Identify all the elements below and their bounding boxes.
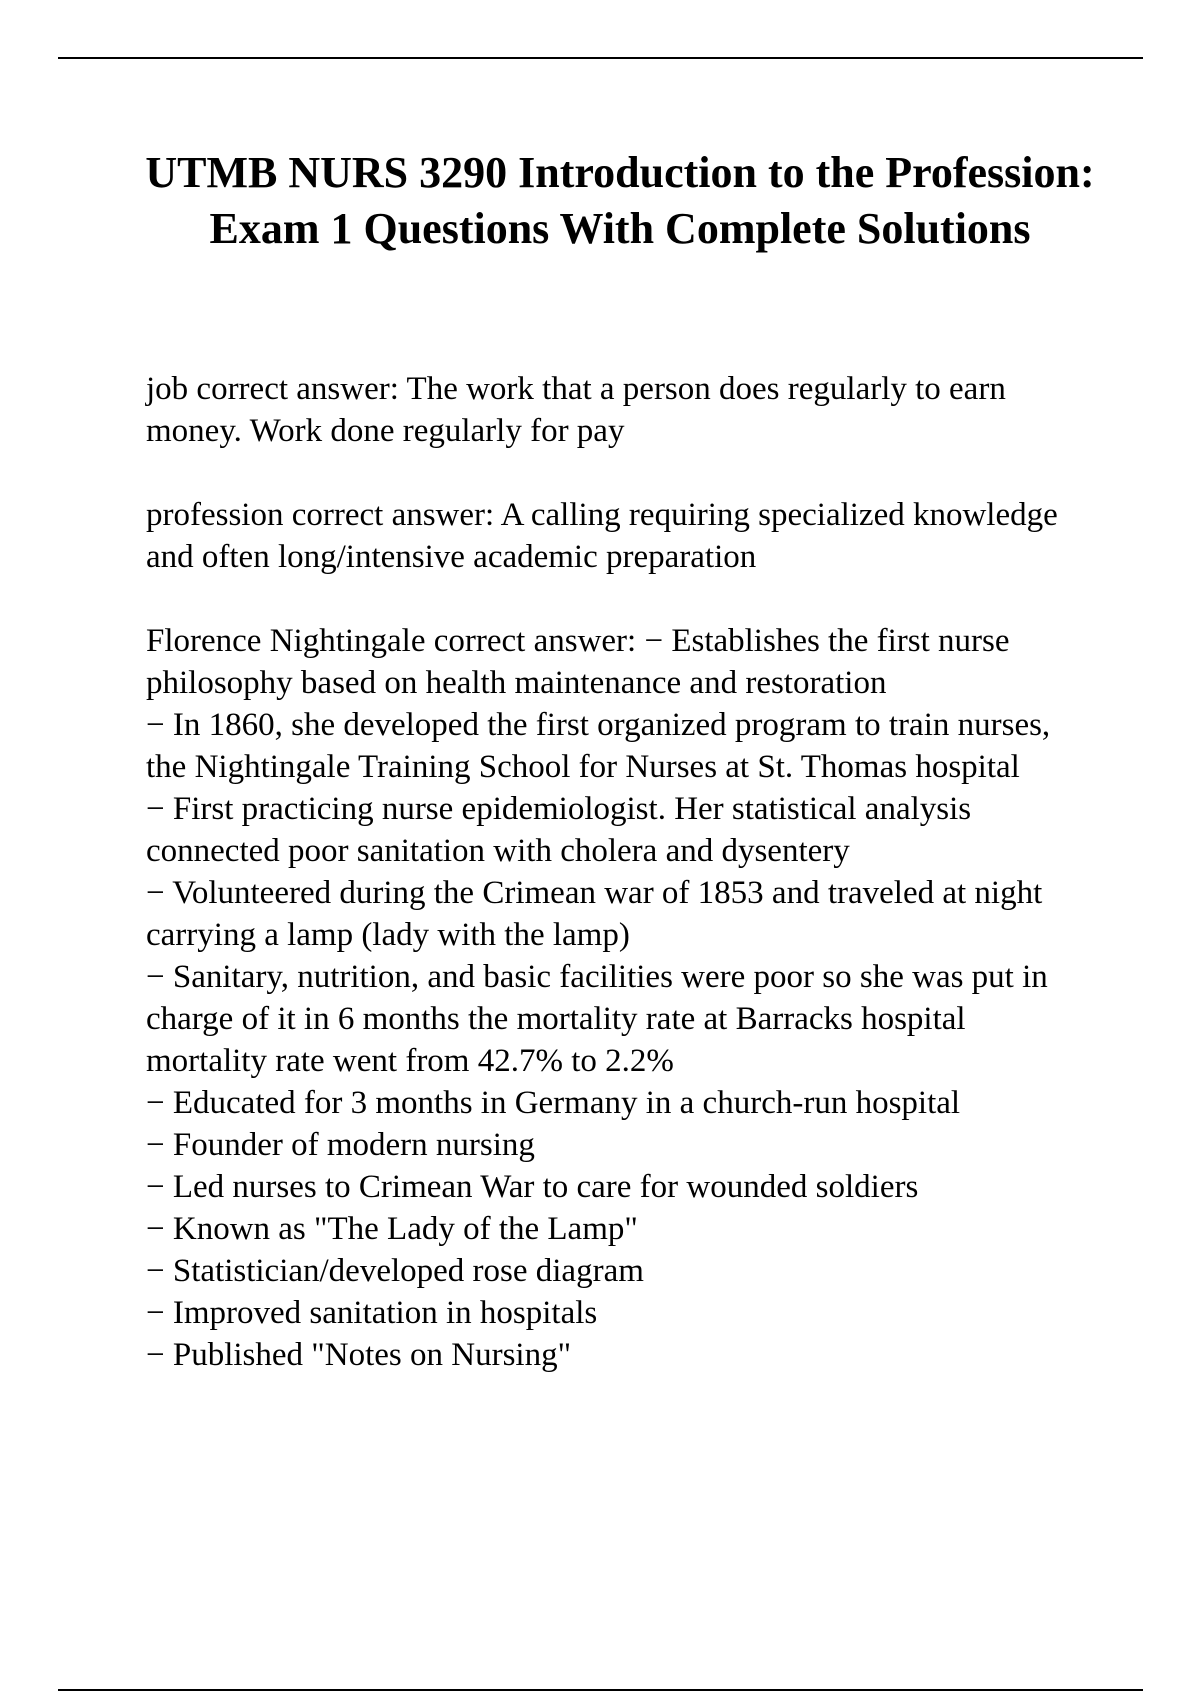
list-item: − Improved sanitation in hospitals bbox=[146, 1295, 598, 1331]
list-item: − Volunteered during the Crimean war of 1853 and traveled at night carrying a lamp (lady with the lamp) bbox=[146, 875, 1043, 953]
document-title: UTMB NURS 3290 Introduction to the Profession: Exam 1 Questions With Complete Solutions bbox=[145, 148, 1095, 253]
qa-entry-florence-nightingale bbox=[146, 620, 1076, 1376]
bullet-list bbox=[146, 704, 1076, 1376]
list-item: − First practicing nurse epidemiologist. Her statistical analysis connected poor sanitation with cholera and dysentery bbox=[146, 791, 972, 869]
list-item: − Led nurses to Crimean War to care for wounded soldiers bbox=[146, 1169, 919, 1205]
entry-text: profession correct answer: A calling requiring specialized knowledge and often long/intensive academic preparation bbox=[146, 497, 1058, 575]
list-item: − Founder of modern nursing bbox=[146, 1127, 535, 1163]
bottom-divider bbox=[58, 1689, 1143, 1691]
top-divider bbox=[58, 57, 1143, 59]
list-item: − Statistician/developed rose diagram bbox=[146, 1253, 644, 1289]
entry-text: job correct answer: The work that a person does regularly to earn money. Work done regularly for pay bbox=[146, 371, 1006, 449]
list-item: − Known as "The Lady of the Lamp" bbox=[146, 1211, 638, 1247]
qa-entry-job bbox=[146, 368, 1076, 452]
list-item: − Sanitary, nutrition, and basic facilities were poor so she was put in charge of it in 6 months the mortality rate at Barracks hospital mortality rate went from 42.7% to 2.2% bbox=[146, 959, 1048, 1079]
document-body bbox=[146, 368, 1076, 1418]
list-item: − In 1860, she developed the first organized program to train nurses, the Nightingale Training School for Nurses at St. Thomas hospital bbox=[146, 707, 1051, 785]
qa-entry-profession bbox=[146, 494, 1076, 578]
entry-text: Florence Nightingale correct answer: − Establishes the first nurse philosophy based on health maintenance and restoration bbox=[146, 623, 1010, 701]
list-item: − Educated for 3 months in Germany in a church-run hospital bbox=[146, 1085, 961, 1121]
list-item: − Published "Notes on Nursing" bbox=[146, 1337, 572, 1373]
